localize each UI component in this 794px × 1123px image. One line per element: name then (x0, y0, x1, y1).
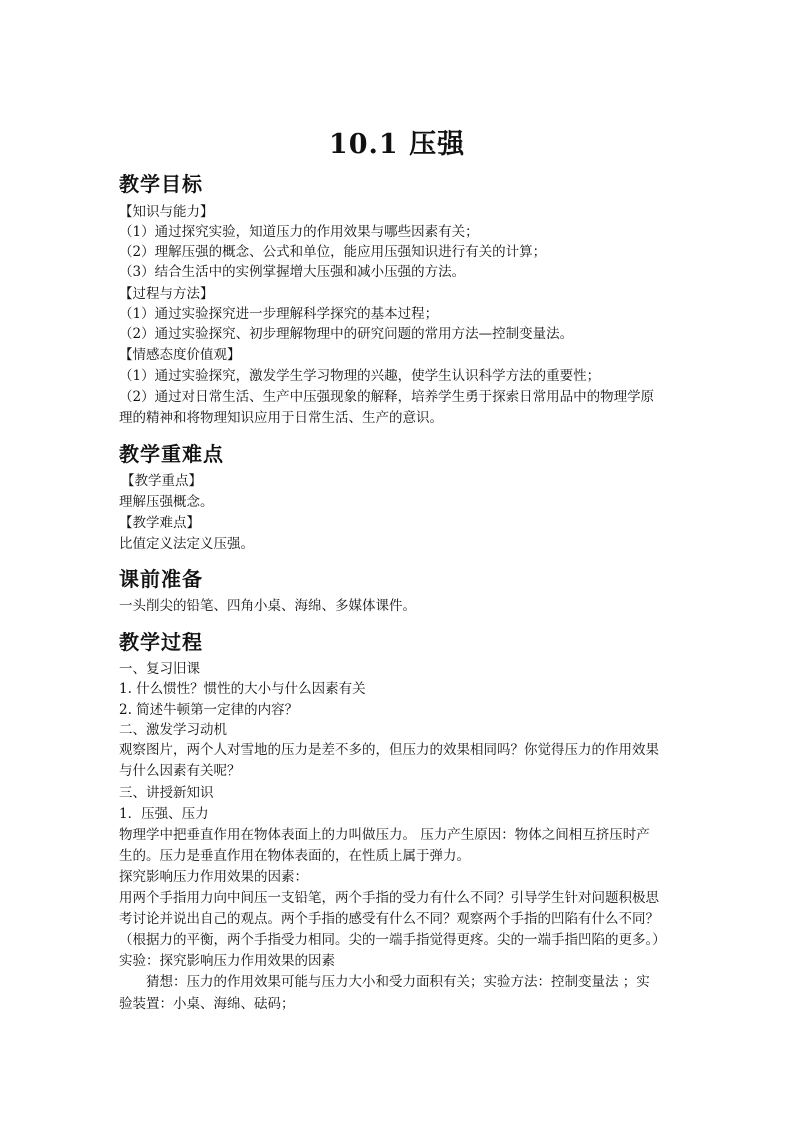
section-heading-process: 教学过程 (119, 630, 203, 654)
text-line: 【教学重点】 (121, 473, 202, 489)
text-line: （1）通过实验探究进一步理解科学探究的基本过程； (119, 306, 439, 322)
text-line: （2）理解压强的概念、公式和单位，能应用压强知识进行有关的计算； (119, 244, 547, 260)
text-line: 猜想：压力的作用效果可能与压力大小和受力面积有关；实验方法：控制变量法 ；实 (146, 974, 650, 990)
text-line: （2）通过对日常生活、生产中压强现象的解释，培养学生勇于探索日常用品中的物理学原 (119, 389, 655, 405)
text-line: 二、激发学习动机 (119, 722, 227, 738)
text-line: 实验：探究影响压力作用效果的因素 (119, 953, 335, 969)
section-heading-key-points: 教学重难点 (119, 442, 224, 466)
text-line: 【过程与方法】 (119, 286, 214, 302)
text-line: 一、复习旧课 (119, 661, 200, 677)
text-line: 观察图片，两个人对雪地的压力是差不多的，但压力的效果相同吗？你觉得压力的作用效果 (119, 742, 659, 758)
text-line: 【教学难点】 (119, 515, 200, 531)
text-line: 【知识与能力】 (119, 204, 214, 220)
text-line: 生的。压力是垂直作用在物体表面的，在性质上属于弹力。 (119, 848, 470, 864)
text-line: 验装置：小桌、海绵、砝码； (119, 996, 295, 1012)
text-line: 理的精神和将物理知识应用于日常生活、生产的意识。 (119, 410, 443, 426)
text-line: 1. 什么惯性？惯性的大小与什么因素有关 (119, 681, 366, 697)
section-heading-objectives: 教学目标 (119, 172, 203, 196)
text-line: （2）通过实验探究、初步理解物理中的研究问题的常用方法—控制变量法。 (119, 326, 574, 342)
text-line: （3）结合生活中的实例掌握增大压强和减小压强的方法。 (119, 264, 466, 280)
text-line: （1）通过实验探究，激发学生学习物理的兴趣，使学生认识科学方法的重要性； (119, 368, 601, 384)
text-line: 【情感态度价值观】 (119, 347, 241, 363)
text-line: 比值定义法定义压强。 (119, 536, 254, 552)
text-line: （根据力的平衡，两个手指受力相同。尖的一端手指觉得更疼。尖的一端手指凹陷的更多。） (119, 932, 666, 948)
text-line: 物理学中把垂直作用在物体表面上的力叫做压力。 压力产生原因：物体之间相互挤压时产 (119, 827, 650, 843)
section-heading-preparation: 课前准备 (119, 567, 203, 591)
text-line: 用两个手指用力向中间压一支铅笔，两个手指的受力有什么不同？引导学生针对问题积极思 (119, 890, 659, 906)
text-line: 一头削尖的铅笔、四角小桌、海绵、多媒体课件。 (119, 598, 416, 614)
text-line: （1）通过探究实验，知道压力的作用效果与哪些因素有关； (119, 224, 479, 240)
text-line: 考讨论并说出自己的观点。两个手指的感受有什么不同？观察两个手指的凹陷有什么不同？ (119, 911, 659, 927)
text-line: 理解压强概念。 (119, 494, 214, 510)
text-line: 1．压强、压力 (119, 806, 209, 822)
text-line: 探究影响压力作用效果的因素： (119, 869, 308, 885)
text-line: 与什么因素有关呢？ (119, 763, 241, 779)
text-line: 2. 简述牛顿第一定律的内容？ (119, 702, 299, 718)
page-title: 10.1 压强 (328, 129, 466, 160)
text-line: 三、讲授新知识 (119, 785, 214, 801)
